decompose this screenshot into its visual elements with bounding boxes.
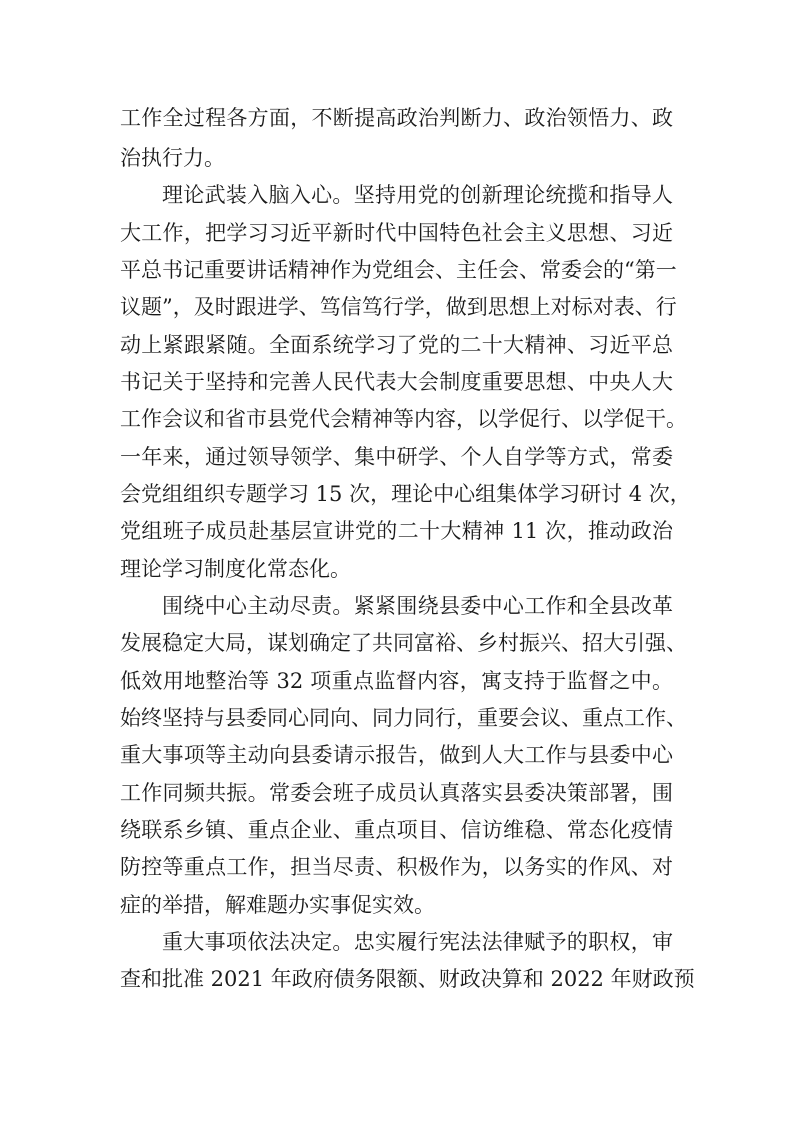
text-line-10: 一年来，通过领导领学、集中研学、个人自学等方式，常委	[120, 445, 673, 469]
text-line-14: 围绕中心主动尽责。紧紧围绕县委中心工作和全县改革	[162, 594, 673, 618]
text-line-2: 治执行力。	[120, 146, 225, 170]
text-line-18: 重大事项等主动向县委请示报告，做到人大工作与县委中心	[120, 743, 673, 767]
text-line-20: 绕联系乡镇、重点企业、重点项目、信访维稳、常态化疫情	[120, 818, 673, 842]
text-line-15: 发展稳定大局，谋划确定了共同富裕、乡村振兴、招大引强、	[120, 631, 687, 655]
text-line-24: 查和批准 2021 年政府债务限额、财政决算和 2022 年财政预	[120, 967, 695, 991]
text-line-22: 症的举措，解难题办实事促实效。	[120, 893, 435, 917]
text-line-17: 始终坚持与县委同心同向、同力同行，重要会议、重点工作、	[120, 706, 687, 730]
text-line-8: 书记关于坚持和完善人民代表大会制度重要思想、中央人大	[120, 370, 673, 394]
text-line-6: 议题”，及时跟进学、笃信笃行学，做到思想上对标对表、行	[120, 295, 677, 319]
text-line-5: 平总书记重要讲话精神作为党组会、主任会、常委会的“第一	[120, 258, 677, 282]
text-line-12: 党组班子成员赴基层宣讲党的二十大精神 11 次，推动政治	[120, 519, 673, 543]
text-line-16: 低效用地整治等 32 项重点监督内容，寓支持于监督之中。	[120, 669, 673, 693]
text-line-21: 防控等重点工作，担当尽责、积极作为，以务实的作风、对	[120, 855, 673, 879]
text-line-19: 工作同频共振。常委会班子成员认真落实县委决策部署，围	[120, 781, 673, 805]
text-line-9: 工作会议和省市县党代会精神等内容，以学促行、以学促干。	[120, 407, 687, 431]
text-line-7: 动上紧跟紧随。全面系统学习了党的二十大精神、习近平总	[120, 333, 673, 357]
text-line-11: 会党组组织专题学习 15 次，理论中心组集体学习研讨 4 次，	[120, 482, 691, 506]
text-line-1: 工作全过程各方面，不断提高政治判断力、政治领悟力、政	[120, 106, 673, 130]
text-line-4: 大工作，把学习习近平新时代中国特色社会主义思想、习近	[120, 221, 673, 245]
text-line-13: 理论学习制度化常态化。	[120, 557, 351, 581]
text-line-3: 理论武装入脑入心。坚持用党的创新理论统揽和指导人	[162, 183, 673, 207]
text-line-23: 重大事项依法决定。忠实履行宪法法律赋予的职权，审	[162, 930, 673, 954]
